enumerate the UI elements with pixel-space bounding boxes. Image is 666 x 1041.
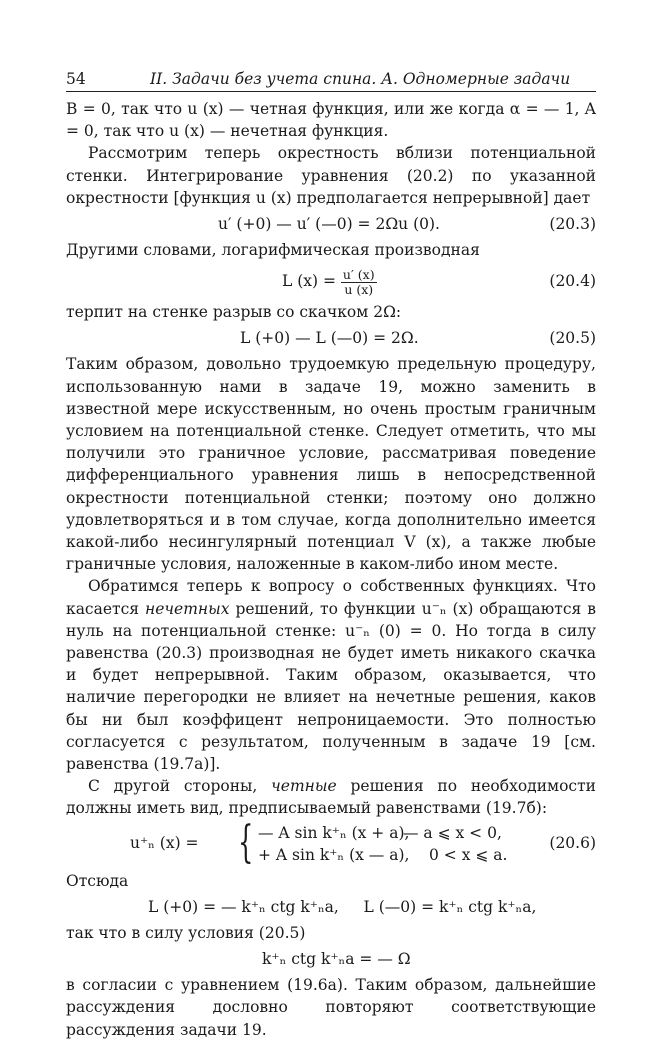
emphasis: нечетных: [145, 599, 230, 618]
page-body: [66, 98, 596, 1041]
paragraph: Таким образом, довольно трудоемкую предельную процедуру, использованную нами в задаче 19, можно заменить в известной мере искусственным, но очень простым граничным условием на потенциальной стенке. Следует отметить, что мы получили это граничное условие, рассматривая поведение дифференциального уравнения лишь в непосредственной окрестности потенциальной стенки; поэтому оно должно удовлетворяться и в том случае, когда дополнительно имеется какой-либо несингулярный потенциал V (x), а также любые граничные условия, наложенные в каком-либо ином месте.: [66, 355, 596, 574]
case-expression: + A sin k⁺ₙ (x — a),: [258, 845, 410, 864]
paragraph: Другими словами, логарифмическая производная: [66, 241, 480, 260]
paragraph: терпит на стенке разрыв со скачком 2Ω:: [66, 303, 402, 322]
emphasis: четные: [271, 777, 337, 796]
equation-20-5: [66, 323, 596, 353]
paragraph: B = 0, так что u (x) — четная функция, или же когда α = — 1, A = 0, так что u (x) — нечетная функция.: [66, 100, 596, 141]
fraction: [341, 268, 377, 297]
equation-20-3: [66, 209, 596, 239]
equation-number: (20.3): [549, 215, 596, 234]
left-brace: {: [238, 816, 254, 868]
equation-20-4: [66, 261, 596, 301]
fraction-numerator: u′ (x): [342, 266, 375, 282]
equation-20-6: [66, 816, 596, 870]
equation-expression: k⁺ₙ ctg k⁺ₙa = — Ω: [262, 950, 411, 969]
paragraph: С другой стороны, четные решения по необходимости должны иметь вид, предписываемый равенствами (19.7б):: [66, 777, 597, 818]
running-title: II. Задачи без учета спина. А. Одномерные задачи: [150, 70, 571, 88]
page-number: 54: [66, 70, 86, 88]
equation-number: (20.4): [549, 272, 596, 291]
paragraph: Отсюда: [66, 871, 129, 890]
case-expression: — A sin k⁺ₙ (x + a),: [258, 823, 410, 842]
equation-expression: [282, 261, 377, 301]
equation-expression: L (+0) — L (—0) = 2Ω.: [240, 329, 419, 348]
header-rule: [66, 91, 596, 92]
equation-number: (20.6): [549, 833, 596, 852]
equation-expression: u′ (+0) — u′ (—0) = 2Ωu (0).: [218, 215, 440, 234]
paragraph: в согласии с уравнением (19.6a). Таким образом, дальнейшие рассуждения дословно повторяют соответствующие рассуждения задачи 19.: [66, 976, 596, 1039]
case-condition: 0 < x ⩽ a.: [429, 845, 508, 864]
equation-limits: [66, 892, 596, 922]
fraction-denominator: u (x): [344, 281, 374, 297]
page-header: [66, 68, 596, 90]
equation-lhs: u⁺ₙ (x) =: [130, 833, 199, 852]
equation-expression: L (+0) = — k⁺ₙ ctg k⁺ₙa, L (—0) = k⁺ₙ ctg k⁺ₙa,: [148, 897, 537, 916]
equation-lhs: L (x) =: [282, 272, 336, 291]
paragraph: так что в силу условия (20.5): [66, 923, 306, 942]
case-condition: — a ⩽ x < 0,: [403, 823, 502, 842]
paragraph: Рассмотрим теперь окрестность вблизи потенциальной стенки. Интегрирование уравнения (20.2) по указанной окрестности [функция u (x) предполагается непрерывной] дает: [66, 144, 596, 207]
equation-condition: [66, 944, 596, 974]
paragraph: Обратимся теперь к вопросу о собственных функциях. Что касается нечетных решений, то функции u⁻ₙ (x) обращаются в нуль на потенциальной стенке: u⁻ₙ (0) = 0. Но тогда в силу равенства (20.3) производная не будет иметь никакого скачка и будет непрерывной. Таким образом, оказывается, что наличие перегородки не влияет на нечетные решения, каков бы ни был коэффицент непроницаемости. Это полностью согласуется с результатом, полученным в задаче 19 [см. равенства (19.7a)].: [66, 577, 596, 774]
equation-number: (20.5): [549, 329, 596, 348]
